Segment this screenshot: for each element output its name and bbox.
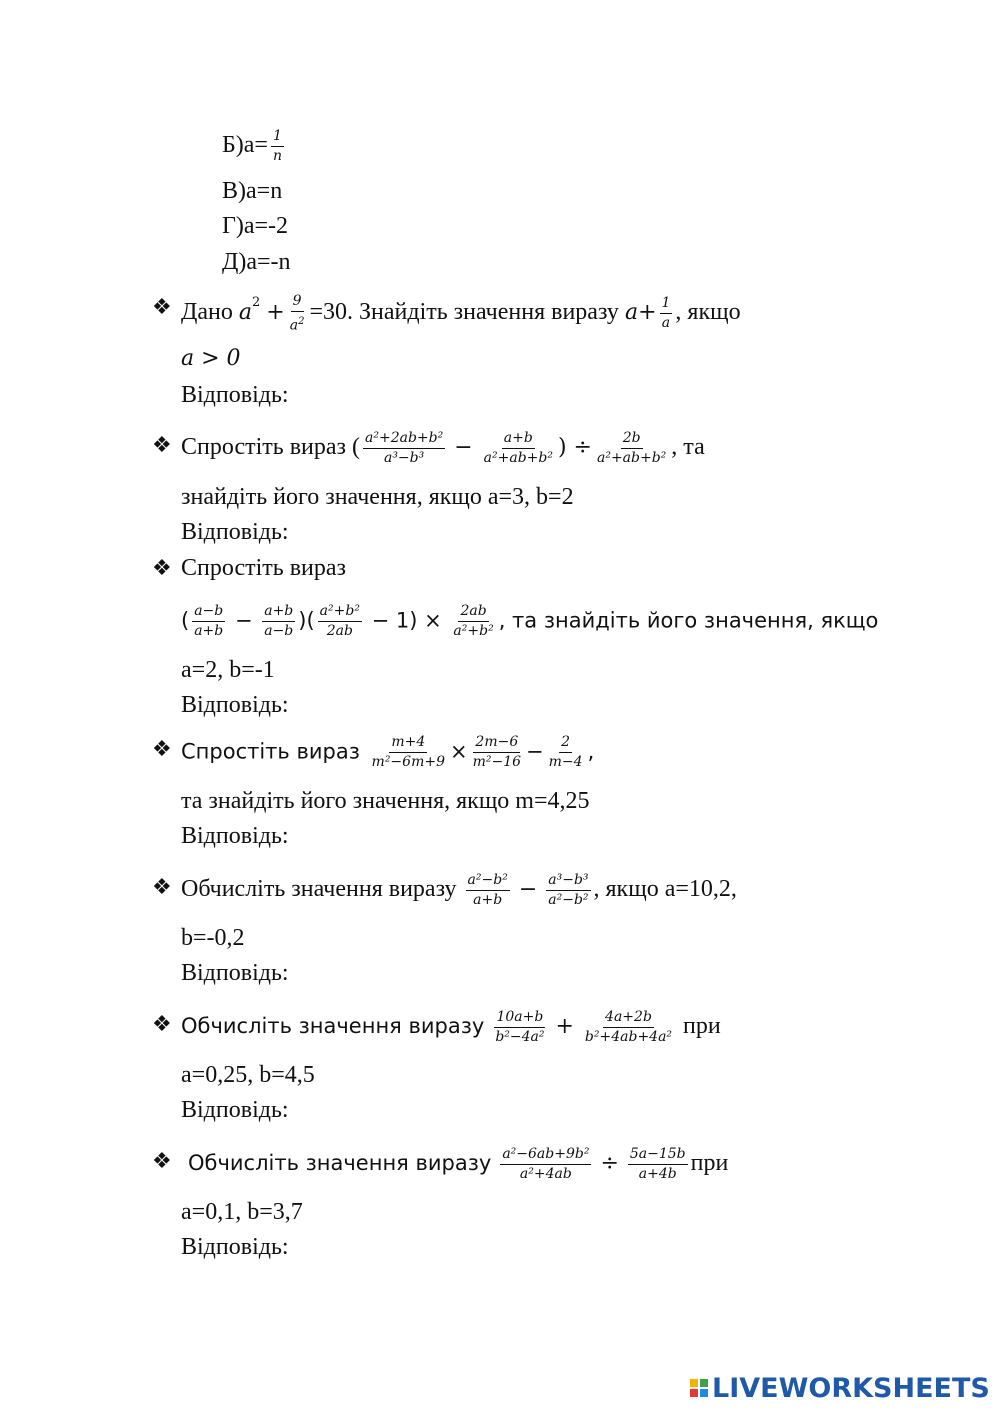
option-d: [222, 247, 291, 277]
fraction-denominator: a²+ab+b²: [483, 450, 553, 466]
task-2-fraction-3: [595, 430, 668, 467]
option-g: [222, 211, 288, 241]
task-5-line-2: b=-0,2: [181, 925, 245, 951]
task-1-intro: Дано: [181, 299, 233, 325]
task-3-fraction-3: [318, 603, 362, 640]
fraction-numerator: a²−6ab+9b²: [500, 1146, 591, 1165]
fraction-numerator: 5a−15b: [628, 1146, 688, 1165]
task-3-line-3: a=2, b=-1: [181, 657, 275, 683]
fraction-denominator: b²+4ab+4a²: [584, 1029, 673, 1045]
task-2-line-2: знайдіть його значення, якщо a=3, b=2: [181, 484, 574, 510]
fraction-numerator: 2: [559, 734, 572, 753]
math-var: a: [238, 300, 252, 325]
math-var: a: [289, 317, 299, 334]
logo-block-2: [700, 1379, 708, 1387]
option-v-label: В)a=n: [222, 178, 283, 204]
fraction-numerator: m+4: [389, 734, 427, 753]
option-b: [222, 128, 287, 165]
fraction-numerator: 10a+b: [494, 1009, 545, 1028]
bullet-icon: ❖: [152, 294, 172, 319]
option-v: [222, 176, 282, 206]
fraction-numerator: a+b: [262, 603, 295, 622]
task-1-text: =30. Знайдіть значення виразу: [309, 299, 619, 325]
fraction-denominator: a³−b³: [383, 450, 425, 466]
task-1: [181, 292, 741, 334]
answer-label-1: Відповідь:: [181, 382, 289, 408]
fraction-numerator: 2m−6: [473, 734, 520, 753]
math-var: a: [624, 300, 639, 325]
task-3-tail: , та знайдіть його значення, якщо: [498, 608, 879, 633]
task-4-line-2: та знайдіть його значення, якщо m=4,25: [181, 788, 590, 814]
task-2-tail: , та: [671, 434, 705, 461]
task-6-intro: Обчисліть значення виразу: [181, 1014, 485, 1039]
fraction-denominator: a²+ab+b²: [596, 450, 667, 466]
fraction-denominator: a+b: [473, 892, 503, 908]
logo-text: LIVEWORKSHEETS: [712, 1372, 990, 1404]
bullet-icon: ❖: [152, 555, 172, 580]
option-d-label: Д)a=-n: [222, 249, 291, 275]
task-7-tail: при: [690, 1150, 729, 1177]
option-g-label: Г)a=-2: [222, 213, 289, 239]
bullet-icon: ❖: [152, 736, 172, 761]
fraction-numerator: 1: [271, 128, 284, 147]
logo-block-4: [700, 1389, 708, 1397]
math-operator: +: [266, 300, 285, 325]
task-1-fraction-2: [660, 295, 673, 332]
fraction-denominator: [288, 312, 307, 335]
fraction-numerator: 2ab: [458, 603, 488, 622]
task-1-fraction-1: [288, 293, 307, 335]
task-1-condition: a > 0: [181, 346, 241, 371]
fraction-numerator: a²−b²: [466, 872, 510, 891]
task-5-fraction-1: [466, 872, 510, 909]
math-exponent: 2: [298, 315, 305, 327]
bullet-icon: ❖: [152, 874, 172, 899]
task-4-fraction-3: [547, 734, 585, 771]
fraction-denominator: a²+b²: [453, 623, 494, 639]
task-5-fraction-2: [546, 872, 590, 909]
logo-block-3: [690, 1389, 698, 1397]
option-b-fraction: [271, 128, 284, 165]
bullet-icon: ❖: [152, 432, 172, 457]
task-2-fraction-2: [482, 430, 555, 467]
fraction-numerator: a²+2ab+b²: [363, 430, 445, 449]
bullet-icon: ❖: [152, 1148, 172, 1173]
fraction-denominator: m−4: [548, 754, 583, 770]
math-operator: −: [454, 435, 473, 461]
task-5: [181, 872, 737, 909]
fraction-numerator: a²+b²: [318, 603, 362, 622]
task-3-fraction-1: [192, 603, 225, 640]
task-6-line-2: a=0,25, b=4,5: [181, 1062, 315, 1088]
math-operator: − 1) ×: [371, 608, 442, 633]
task-6-fraction-2: [583, 1009, 674, 1046]
answer-label-2: Відповідь:: [181, 519, 289, 545]
task-3-expression: [181, 603, 878, 640]
fraction-denominator: a+b: [194, 623, 224, 639]
answer-label-6: Відповідь:: [181, 1097, 289, 1123]
task-3-intro: Спростіть вираз: [181, 555, 346, 581]
math-exponent: 2: [252, 295, 261, 310]
task-4-intro: Спростіть вираз: [181, 739, 360, 764]
fraction-denominator: m²−16: [472, 754, 522, 770]
fraction-denominator: 2ab: [326, 623, 353, 639]
fraction-denominator: a−b: [264, 623, 294, 639]
answer-label-4: Відповідь:: [181, 823, 289, 849]
answer-label-7: Відповідь:: [181, 1234, 289, 1260]
logo-blocks-icon: [690, 1379, 708, 1397]
fraction-denominator: a²+4ab: [519, 1166, 572, 1182]
task-2-fraction-1: [363, 430, 445, 467]
logo-block-1: [690, 1379, 698, 1387]
math-operator: −: [526, 739, 544, 764]
task-4-fraction-2: [471, 734, 523, 771]
fraction-denominator: a²−b²: [548, 892, 589, 908]
math-operator: ÷: [600, 1151, 619, 1177]
task-4-fraction-1: [370, 734, 447, 771]
fraction-numerator: a+b: [502, 430, 535, 449]
fraction-denominator: a+4b: [638, 1166, 677, 1182]
fraction-numerator: 9: [291, 293, 304, 312]
task-7-fraction-1: [500, 1146, 591, 1183]
task-4-tail: ,: [587, 739, 595, 764]
answer-label-5: Відповідь:: [181, 960, 289, 986]
math-paren: )(: [298, 608, 315, 633]
fraction-numerator: 1: [660, 295, 673, 314]
answer-label-3: Відповідь:: [181, 692, 289, 718]
math-operator: ) ÷: [557, 435, 592, 461]
task-6: [181, 1009, 721, 1046]
task-3-fraction-4: [451, 603, 495, 640]
task-7-fraction-2: [628, 1146, 688, 1183]
task-4: [181, 734, 594, 771]
task-7: [188, 1146, 728, 1183]
fraction-denominator: m²−6m+9: [371, 754, 445, 770]
fraction-denominator: b²−4a²: [495, 1029, 545, 1045]
fraction-denominator: n: [272, 148, 282, 164]
task-3-fraction-2: [262, 603, 295, 640]
math-operator: ×: [450, 739, 468, 764]
task-2-intro: Спростіть вираз (: [181, 434, 360, 461]
task-7-line-2: a=0,1, b=3,7: [181, 1199, 303, 1225]
math-operator: −: [234, 608, 253, 633]
task-1-tail: , якщо: [675, 299, 741, 325]
fraction-numerator: 2b: [621, 430, 643, 449]
fraction-numerator: a³−b³: [546, 872, 590, 891]
task-6-tail: при: [683, 1013, 721, 1040]
fraction-numerator: a−b: [192, 603, 225, 622]
task-6-fraction-1: [493, 1009, 546, 1046]
fraction-denominator: a: [661, 314, 671, 331]
task-5-tail: , якщо a=10,2,: [593, 876, 737, 903]
fraction-numerator: 4a+2b: [603, 1009, 654, 1028]
option-b-label: Б)a=: [222, 132, 268, 159]
bullet-icon: ❖: [152, 1011, 172, 1036]
math-paren: (: [181, 608, 190, 633]
math-operator: +: [638, 300, 657, 325]
math-operator: −: [518, 877, 538, 903]
task-2: [181, 430, 705, 467]
task-7-intro: Обчисліть значення виразу: [188, 1151, 492, 1176]
liveworksheets-logo: [690, 1372, 990, 1404]
task-5-intro: Обчисліть значення виразу: [181, 876, 457, 903]
math-operator: +: [555, 1014, 574, 1040]
